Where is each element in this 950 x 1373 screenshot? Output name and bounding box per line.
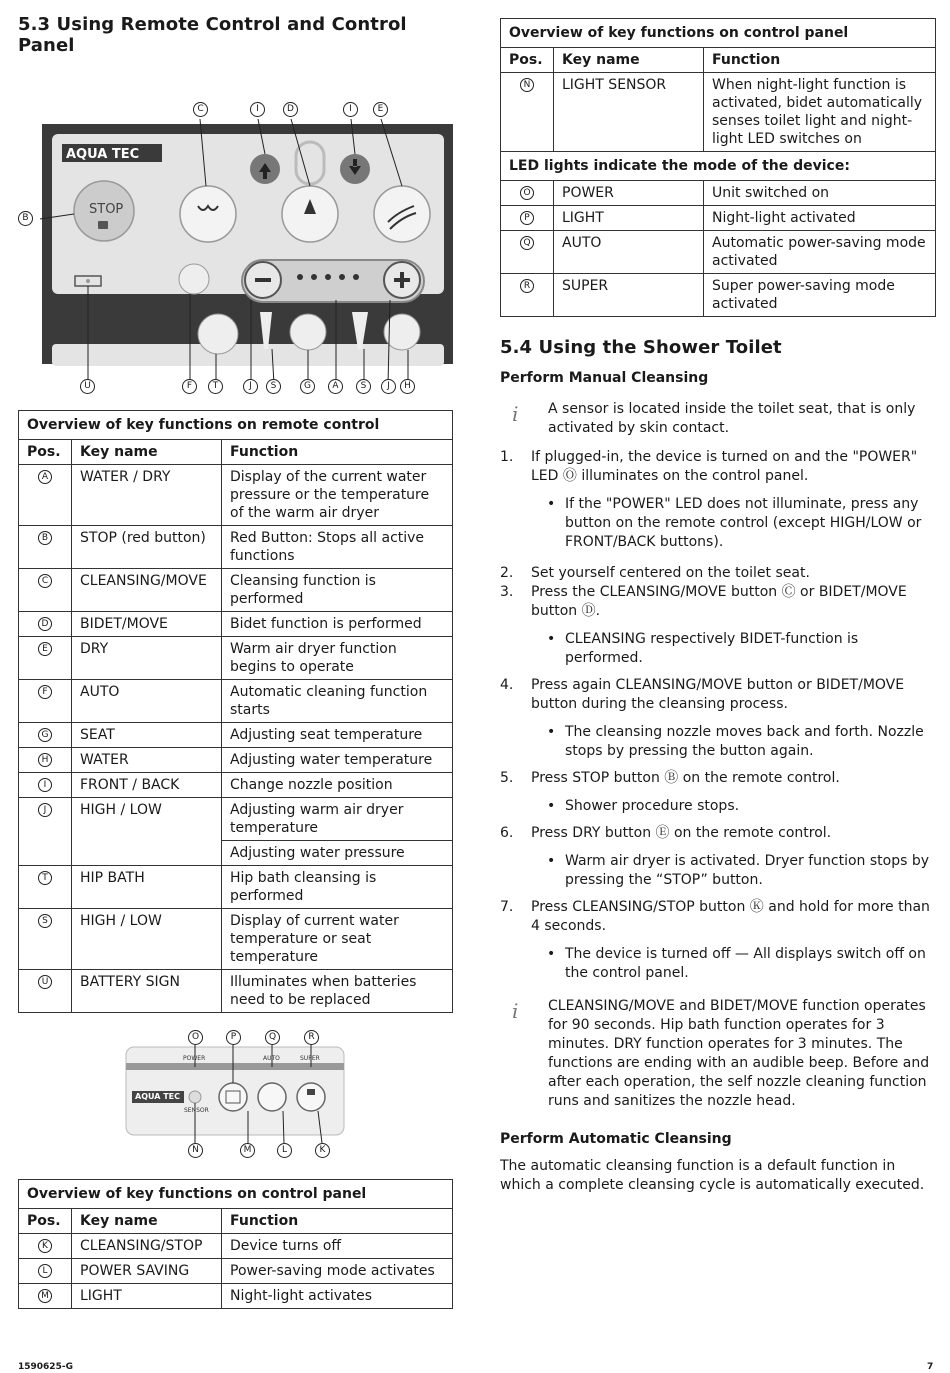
table-row	[501, 206, 936, 231]
function-text: Warm air dryer function begins to operate	[222, 637, 453, 680]
key-name: CLEANSING/MOVE	[72, 569, 222, 612]
document-id: 1590625-G	[18, 1362, 73, 1372]
callout-d: D	[283, 102, 298, 117]
panel-functions-table-left	[18, 1179, 453, 1309]
callout-s-right: S	[356, 379, 371, 394]
table-row	[19, 748, 453, 773]
note-text: A sensor is located inside the toilet seat, that is only activated by skin contact.	[548, 401, 916, 436]
function-text: Display of the current water pressure or the temperature of the warm air dryer	[222, 465, 453, 526]
automatic-cleansing-text: The automatic cleansing function is a default function in which a complete cleansing cycle is automatically executed.	[500, 1158, 925, 1193]
pos-marker: F	[38, 685, 52, 699]
section-53-title: 5.3 Using Remote Control and Control Panel	[18, 14, 407, 56]
key-name: POWER	[554, 181, 704, 206]
function-text: When night-light function is activated, bidet automatically senses toilet light and night-light LED switches on	[704, 73, 936, 152]
pos-marker: U	[38, 975, 52, 989]
function-text: Display of current water temperature or seat temperature	[222, 909, 453, 970]
callout-j-right: J	[381, 379, 396, 394]
col-header-pos: Pos.	[19, 1209, 72, 1234]
panel-functions-table-right	[500, 18, 936, 317]
step-number: 3.	[500, 584, 514, 600]
key-name: BATTERY SIGN	[72, 970, 222, 1013]
function-text: Adjusting seat temperature	[222, 723, 453, 748]
left-column	[18, 14, 453, 1309]
step-number: 1.	[500, 449, 514, 465]
col-header-function: Function	[704, 48, 936, 73]
pos-marker: T	[38, 871, 52, 885]
step-item	[500, 448, 936, 552]
col-header-key: Key name	[72, 440, 222, 465]
table-row	[501, 231, 936, 274]
pos-marker: H	[38, 753, 52, 767]
key-name: SUPER	[554, 274, 704, 317]
stop-button-label: STOP	[89, 202, 124, 217]
remote-brand-logo: AQUA TEC	[66, 147, 140, 162]
step-item	[500, 824, 936, 890]
section-54-title: 5.4 Using the Shower Toilet	[500, 337, 782, 358]
col-header-function: Function	[222, 1209, 453, 1234]
table-row	[501, 274, 936, 317]
table-caption: Overview of key functions on control panel	[501, 19, 936, 48]
info-icon: i	[512, 999, 519, 1023]
pos-marker: O	[520, 186, 534, 200]
callout-m: M	[240, 1143, 255, 1158]
pos-marker: L	[38, 1264, 52, 1278]
callout-l: L	[277, 1143, 292, 1158]
function-text: Red Button: Stops all active functions	[222, 526, 453, 569]
pos-marker: J	[38, 803, 52, 817]
pos-marker: N	[520, 78, 534, 92]
callout-s-left: S	[266, 379, 281, 394]
callout-o: O	[188, 1030, 203, 1045]
step-number: 2.	[500, 565, 514, 581]
key-name: LIGHT	[554, 206, 704, 231]
step-number: 6.	[500, 825, 514, 841]
table-row	[19, 773, 453, 798]
led-label-super: SUPER	[300, 1055, 320, 1062]
step-bullet: • CLEANSING respectively BIDET-function is performed.	[531, 630, 936, 668]
pos-marker: I	[38, 778, 52, 792]
table-row	[501, 73, 936, 152]
key-name: HIP BATH	[72, 866, 222, 909]
table-row	[19, 798, 453, 841]
pos-marker: C	[38, 574, 52, 588]
callout-i-left: I	[250, 102, 265, 117]
step-item	[500, 564, 936, 583]
function-text: Adjusting water temperature	[222, 748, 453, 773]
led-label-auto: AUTO	[263, 1055, 280, 1062]
info-note-sensor	[500, 400, 936, 438]
col-header-pos: Pos.	[501, 48, 554, 73]
pos-marker: G	[38, 728, 52, 742]
pos-marker: P	[520, 211, 534, 225]
table-row	[501, 181, 936, 206]
remote-functions-table	[18, 410, 453, 1013]
function-text: Hip bath cleansing is performed	[222, 866, 453, 909]
table-row	[19, 680, 453, 723]
key-name: STOP (red button)	[72, 526, 222, 569]
sensor-label: SENSOR	[184, 1107, 209, 1114]
key-name: AUTO	[554, 231, 704, 274]
table-row	[19, 612, 453, 637]
callout-q: Q	[265, 1030, 280, 1045]
pos-marker: D	[38, 617, 52, 631]
step-number: 4.	[500, 677, 514, 693]
remote-control-illustration	[18, 64, 453, 394]
key-name: HIGH / LOW	[72, 798, 222, 866]
function-text: Cleansing function is performed	[222, 569, 453, 612]
led-caption: LED lights indicate the mode of the device:	[501, 152, 936, 181]
function-text: Unit switched on	[704, 181, 936, 206]
function-text: Power-saving mode activates	[222, 1259, 453, 1284]
right-column	[500, 18, 936, 1195]
function-text: Bidet function is performed	[222, 612, 453, 637]
key-name: HIGH / LOW	[72, 909, 222, 970]
panel-brand-logo: AQUA TEC	[135, 1092, 181, 1101]
manual-cleansing-heading: Perform Manual Cleansing	[500, 370, 709, 386]
key-name: CLEANSING/STOP	[72, 1234, 222, 1259]
table-row	[19, 970, 453, 1013]
callout-a: A	[328, 379, 343, 394]
key-name: WATER / DRY	[72, 465, 222, 526]
table-row	[19, 569, 453, 612]
col-header-key: Key name	[72, 1209, 222, 1234]
table-row	[19, 1259, 453, 1284]
function-text: Illuminates when batteries need to be replaced	[222, 970, 453, 1013]
col-header-function: Function	[222, 440, 453, 465]
key-name: LIGHT	[72, 1284, 222, 1309]
callout-j-left: J	[243, 379, 258, 394]
step-text: Press CLEANSING/STOP button Ⓚ and hold for more than 4 seconds.	[531, 899, 930, 934]
step-bullet: • The cleansing nozzle moves back and forth. Nozzle stops by pressing the button again.	[531, 723, 936, 761]
step-bullet: • If the "POWER" LED does not illuminate, press any button on the remote control (except HIGH/LOW or FRONT/BACK buttons).	[531, 495, 936, 552]
remote-control-drawing	[18, 64, 453, 394]
step-bullet: • The device is turned off — All displays switch off on the control panel.	[531, 945, 936, 983]
table-row	[19, 526, 453, 569]
step-number: 7.	[500, 899, 514, 915]
table-row	[19, 637, 453, 680]
function-text: Automatic cleaning function starts	[222, 680, 453, 723]
key-name: WATER	[72, 748, 222, 773]
function-text: Night-light activates	[222, 1284, 453, 1309]
table-row	[19, 723, 453, 748]
led-label-power: POWER	[183, 1055, 206, 1062]
key-name: LIGHT SENSOR	[554, 73, 704, 152]
function-text: Adjusting warm air dryer temperature	[222, 798, 453, 841]
col-header-pos: Pos.	[19, 440, 72, 465]
step-item	[500, 898, 936, 983]
control-panel-illustration	[18, 1025, 453, 1165]
col-header-key: Key name	[554, 48, 704, 73]
key-name: SEAT	[72, 723, 222, 748]
callout-n: N	[188, 1143, 203, 1158]
table-caption: Overview of key functions on control panel	[19, 1180, 453, 1209]
step-text: Press STOP button Ⓑ on the remote control.	[531, 770, 840, 786]
table-row	[19, 866, 453, 909]
step-bullet: • Warm air dryer is activated. Dryer function stops by pressing the “STOP” button.	[531, 852, 936, 890]
info-icon: i	[512, 402, 519, 426]
function-text: Change nozzle position	[222, 773, 453, 798]
callout-u: U	[80, 379, 95, 394]
key-name: POWER SAVING	[72, 1259, 222, 1284]
step-text: Press again CLEANSING/MOVE button or BIDET/MOVE button during the cleansing process.	[531, 677, 905, 712]
pos-marker: B	[38, 531, 52, 545]
step-bullet: • Shower procedure stops.	[531, 797, 936, 816]
pos-marker: R	[520, 279, 534, 293]
function-text: Adjusting water pressure	[222, 841, 453, 866]
callout-f: F	[182, 379, 197, 394]
pos-marker: K	[38, 1239, 52, 1253]
callout-i-right: I	[343, 102, 358, 117]
step-text: Press DRY button Ⓔ on the remote control.	[531, 825, 832, 841]
step-text: Press the CLEANSING/MOVE button Ⓒ or BIDET/MOVE button Ⓓ.	[531, 584, 907, 619]
callout-c: C	[193, 102, 208, 117]
note-text: CLEANSING/MOVE and BIDET/MOVE function operates for 90 seconds. Hip bath function operates for 3 minutes. DRY function operates for 3 minutes. The functions are ending with an audible beep. Before and after each operation, the self nozzle cleaning function runs and sanitizes the nozzle head.	[548, 998, 930, 1109]
function-text: Device turns off	[222, 1234, 453, 1259]
table-caption: Overview of key functions on remote control	[19, 411, 453, 440]
function-text: Automatic power-saving mode activated	[704, 231, 936, 274]
pos-marker: M	[38, 1289, 52, 1303]
pos-marker: Q	[520, 236, 534, 250]
table-row	[19, 909, 453, 970]
callout-t: T	[208, 379, 223, 394]
key-name: AUTO	[72, 680, 222, 723]
pos-marker: E	[38, 642, 52, 656]
table-row	[19, 465, 453, 526]
callout-g: G	[300, 379, 315, 394]
callout-b: B	[18, 211, 33, 226]
step-text: Set yourself centered on the toilet seat.	[531, 565, 810, 581]
control-panel-drawing	[18, 1025, 453, 1165]
pos-marker: A	[38, 470, 52, 484]
page-number: 7	[927, 1362, 934, 1372]
manual-steps-list	[500, 448, 936, 983]
step-item	[500, 583, 936, 668]
automatic-cleansing-heading: Perform Automatic Cleansing	[500, 1131, 732, 1147]
key-name: DRY	[72, 637, 222, 680]
key-name: FRONT / BACK	[72, 773, 222, 798]
info-note-durations	[500, 997, 936, 1111]
callout-h: H	[400, 379, 415, 394]
function-text: Night-light activated	[704, 206, 936, 231]
callout-r: R	[304, 1030, 319, 1045]
callout-k: K	[315, 1143, 330, 1158]
key-name: BIDET/MOVE	[72, 612, 222, 637]
table-row	[19, 1234, 453, 1259]
callout-e: E	[373, 102, 388, 117]
step-text: If plugged-in, the device is turned on and the "POWER" LED Ⓞ illuminates on the control panel.	[531, 449, 918, 484]
step-number: 5.	[500, 770, 514, 786]
table-row	[19, 1284, 453, 1309]
pos-marker: S	[38, 914, 52, 928]
function-text: Super power-saving mode activated	[704, 274, 936, 317]
callout-p: P	[226, 1030, 241, 1045]
step-item	[500, 676, 936, 761]
step-item	[500, 769, 936, 816]
